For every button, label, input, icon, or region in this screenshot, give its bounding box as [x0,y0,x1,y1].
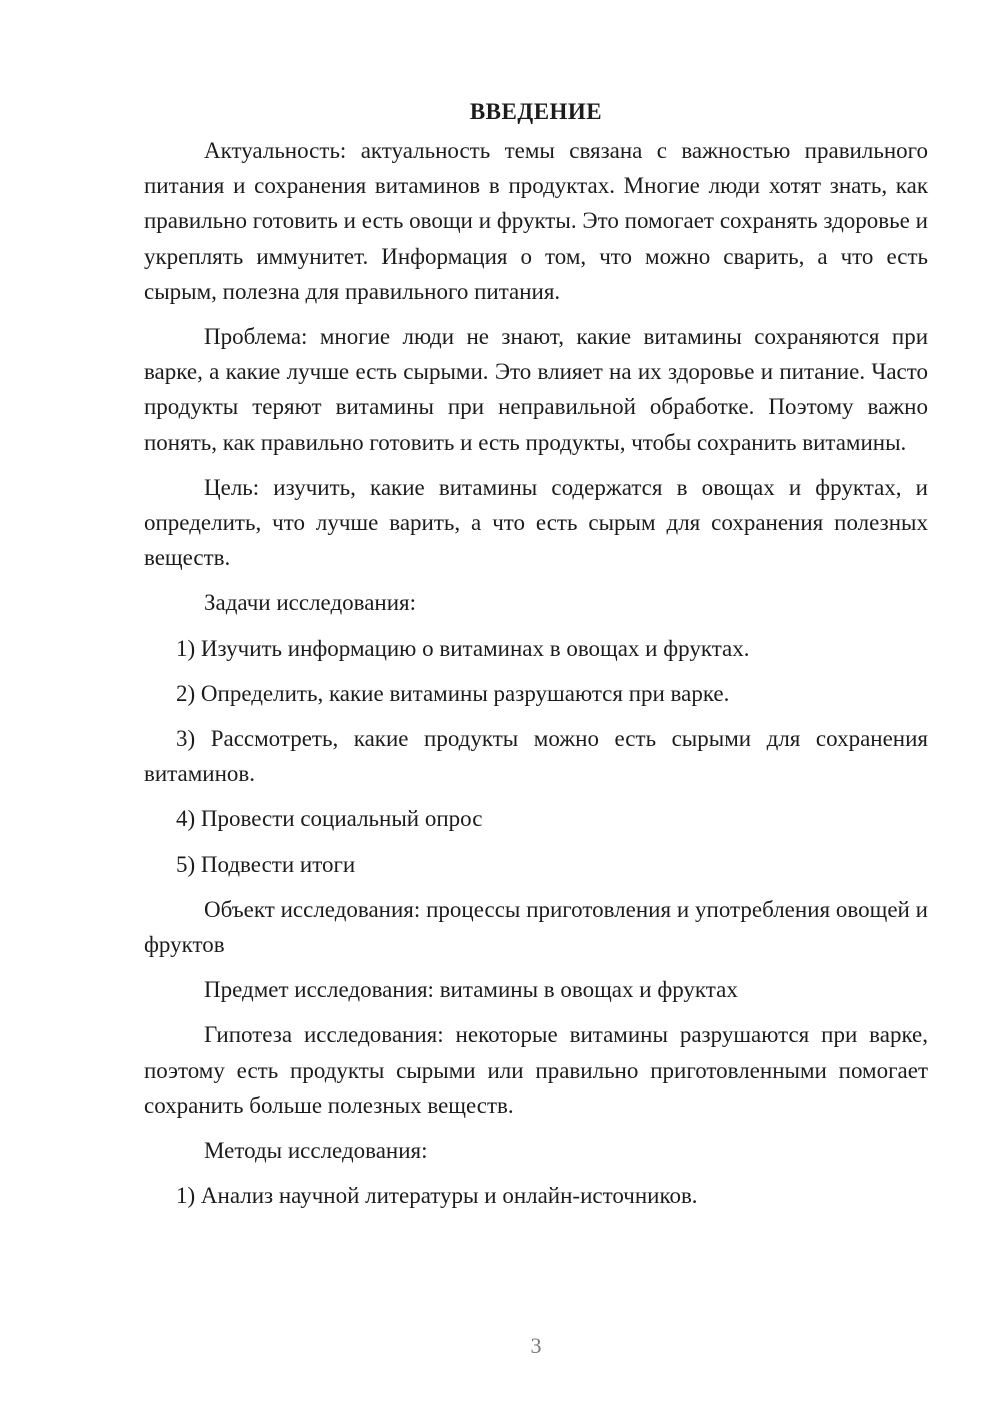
page-number: 3 [530,1333,542,1358]
paragraph-hypothesis: Гипотеза исследования: некоторые витамины разрушаются при варке, поэтому есть продукты сырыми или правильно приготовленными помогает сохранить больше полезных веществ. [144,1022,928,1118]
task-item-5: 5) Подвести итоги [176,851,356,877]
paragraph-subject: Предмет исследования: витамины в овощах и фруктах [204,977,738,1003]
paragraph-problem: Проблема: многие люди не знают, какие витамины сохраняются при варке, а какие лучше есть сырыми. Это влияет на их здоровье и питание. Часто продукты теряют витамины при неправильной обработке. Поэтому важно понять, как правильно готовить и есть продукты, чтобы сохранить витамины. [144,324,928,455]
page-content [144,94,928,1223]
paragraph-goal: Цель: изучить, какие витамины содержатся в овощах и фруктах, и определить, что лучше варить, а что есть сырым для сохранения полезных веществ. [144,474,928,571]
task-item-1: 1) Изучить информацию о витаминах в овощах и фруктах. [176,635,750,661]
method-item-1: 1) Анализ научной литературы и онлайн-источников. [176,1183,698,1209]
methods-heading: Методы исследования: [204,1138,428,1164]
task-item-4: 4) Провести социальный опрос [176,806,483,832]
paragraph-object: Объект исследования: процессы приготовления и употребления овощей и фруктов [144,896,928,958]
task-item-3: 3) Рассмотреть, какие продукты можно есть сырыми для сохранения витаминов. [144,726,928,787]
paragraph-relevance: Актуальность: актуальность темы связана с важностью правильного питания и сохранения витаминов в продуктах. Многие люди хотят знать, как правильно готовить и есть овощи и фрукты. Это помогает сохранять здоровье и укреплять иммунитет. Информация о том, что можно сварить, а что есть сырым, полезна для правильного питания. [144,138,928,304]
tasks-heading: Задачи исследования: [204,590,417,616]
task-item-2: 2) Определить, какие витамины разрушаются при варке. [176,680,730,706]
section-title: ВВЕДЕНИЕ [469,99,603,124]
